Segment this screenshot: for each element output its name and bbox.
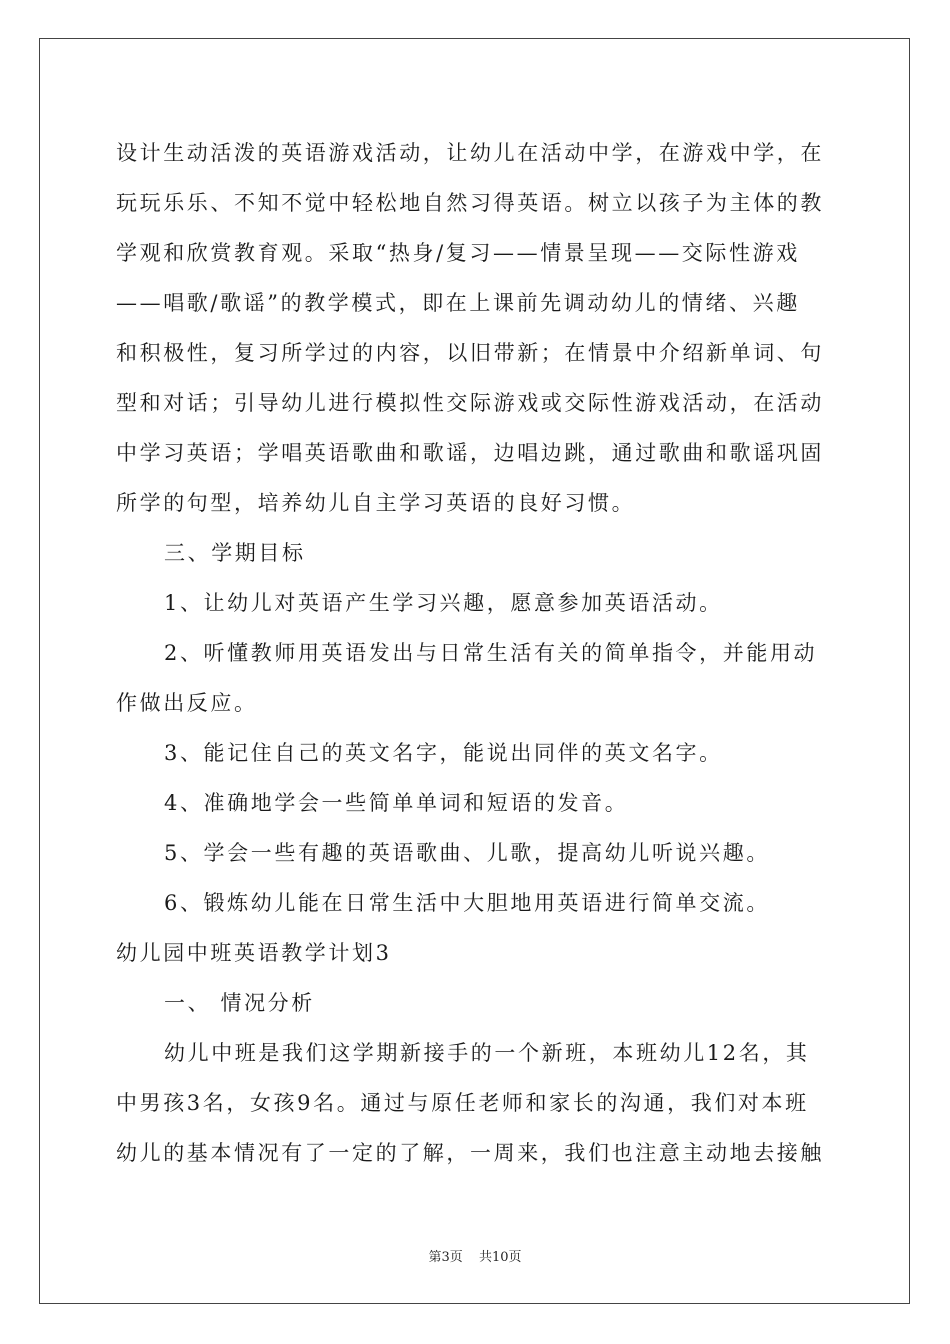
text-line: 中男孩3名，女孩9名。通过与原任老师和家长的沟通，我们对本班 — [116, 1091, 809, 1115]
list-item: 4、准确地学会一些简单单词和短语的发音。 — [164, 791, 629, 815]
list-item: 6、锻炼幼儿能在日常生活中大胆地用英语进行简单交流。 — [164, 891, 770, 915]
text-line: 中学习英语；学唱英语歌曲和歌谣，边唱边跳，通过歌曲和歌谣巩固 — [116, 441, 824, 465]
text-line: 幼儿的基本情况有了一定的了解，一周来，我们也注意主动地去接触 — [116, 1141, 824, 1165]
section-heading: 三、学期目标 — [164, 541, 306, 565]
page-number: 第3页 — [428, 1250, 463, 1265]
list-item: 5、学会一些有趣的英语歌曲、儿歌，提高幼儿听说兴趣。 — [164, 841, 770, 865]
text-line: 设计生动活泼的英语游戏活动，让幼儿在活动中学，在游戏中学，在 — [116, 141, 824, 165]
text-line: 和积极性，复习所学过的内容，以旧带新；在情景中介绍新单词、句 — [116, 341, 824, 365]
document-title: 幼儿园中班英语教学计划3 — [116, 941, 392, 965]
text-line: 型和对话；引导幼儿进行模拟性交际游戏或交际性游戏活动，在活动 — [116, 391, 824, 415]
text-line: 作做出反应。 — [116, 691, 258, 715]
text-line: ——唱歌/歌谣”的教学模式，即在上课前先调动幼儿的情绪、兴趣 — [116, 291, 800, 315]
document-body — [116, 128, 836, 1178]
page-total: 共10页 — [478, 1250, 522, 1265]
text-line: 玩玩乐乐、不知不觉中轻松地自然习得英语。树立以孩子为主体的教 — [116, 191, 824, 215]
text-line: 所学的句型，培养幼儿自主学习英语的良好习惯。 — [116, 491, 636, 515]
text-line: 幼儿中班是我们这学期新接手的一个新班，本班幼儿12名，其 — [164, 1041, 810, 1065]
list-item: 3、能记住自己的英文名字，能说出同伴的英文名字。 — [164, 741, 723, 765]
section-heading: 一、 情况分析 — [164, 991, 315, 1015]
list-item: 1、让幼儿对英语产生学习兴趣，愿意参加英语活动。 — [164, 591, 723, 615]
list-item: 2、听懂教师用英语发出与日常生活有关的简单指令，并能用动 — [164, 641, 818, 665]
page-footer — [0, 1246, 950, 1265]
text-line: 学观和欣赏教育观。采取“热身/复习——情景呈现——交际性游戏 — [116, 241, 800, 265]
